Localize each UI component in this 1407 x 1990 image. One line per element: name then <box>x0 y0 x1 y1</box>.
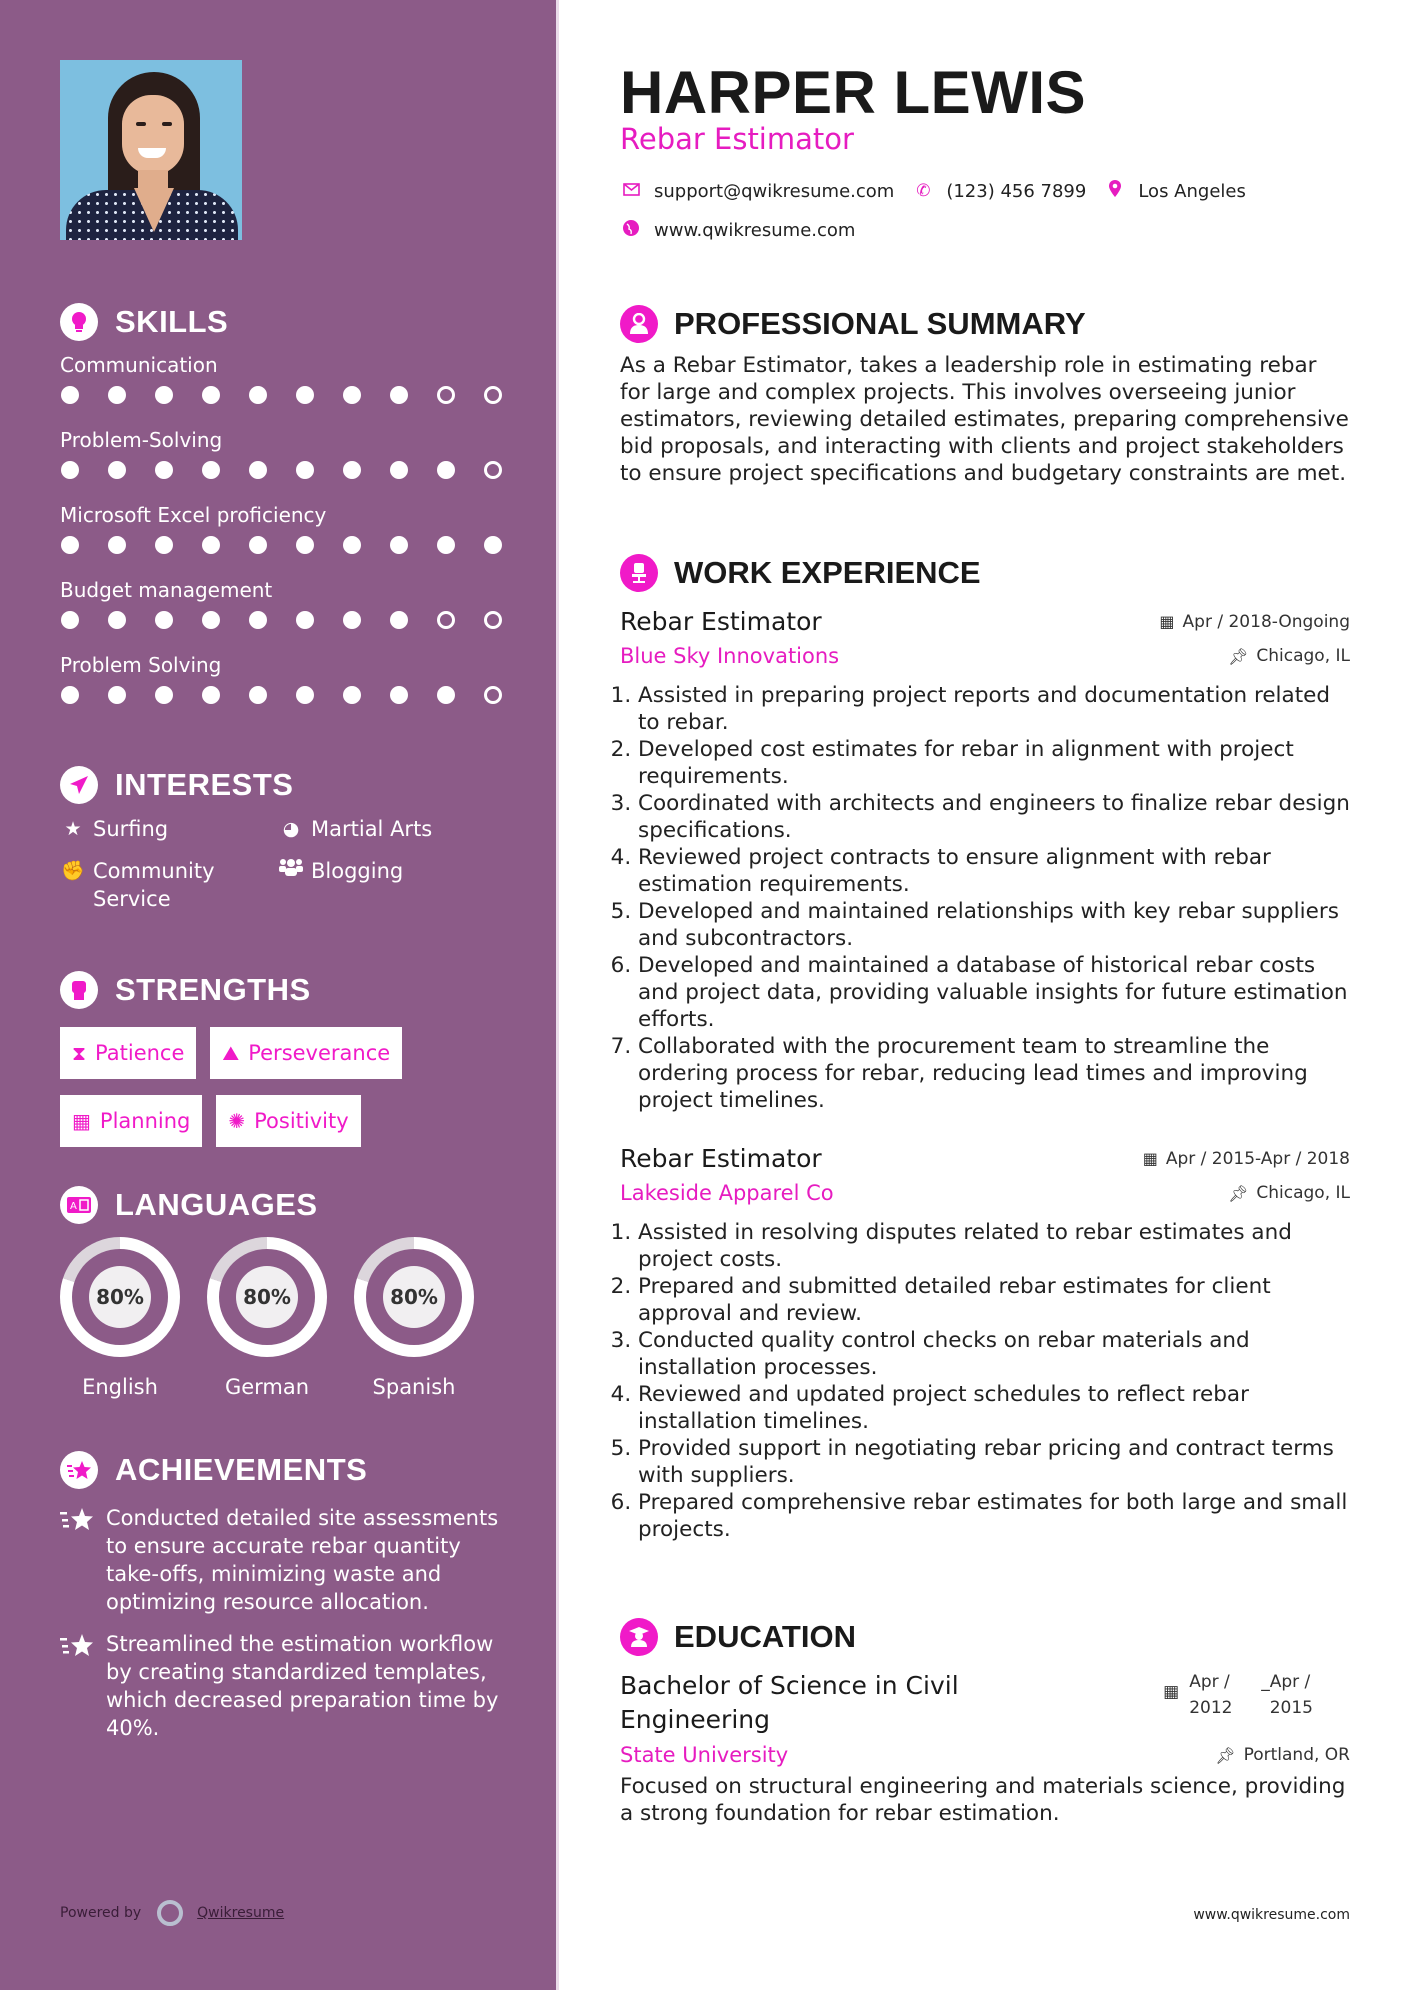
skill-rating <box>61 611 530 629</box>
language-item: 80% English <box>60 1237 180 1399</box>
duty-item: 7. Collaborated with the procurement team to streamline the ordering process for rebar, reducing lead times and improving project timelines. <box>638 1033 1350 1114</box>
shooting-star-icon <box>60 1504 106 1616</box>
contact-row <box>620 180 1264 202</box>
filled-dot-icon <box>155 461 173 479</box>
language-gauge: 80% <box>60 1237 180 1357</box>
achievements-title: ACHIEVEMENTS <box>115 1452 368 1487</box>
interests-title: INTERESTS <box>115 767 294 802</box>
interest-item: ◕ Martial Arts <box>278 815 498 843</box>
filled-dot-icon <box>202 386 220 404</box>
calendar-icon: ▦ <box>1159 612 1175 631</box>
filled-dot-icon <box>249 461 267 479</box>
filled-dot-icon <box>249 611 267 629</box>
filled-dot-icon <box>296 686 314 704</box>
job-entry: Rebar Estimator ▦ Apr / 2015-Apr / 2018 Lakeside Apparel Co 📌︎ Chicago, IL 1. Assisted in resolving disputes related to rebar estimates and project costs. 2. Prepared and submitted detailed rebar estimates for client approval and review. 3. Conducted quality control checks on rebar materials and installation processes. 4. Reviewed and updated project schedules to reflect rebar installation timelines. 5. Provided support in negotiating rebar pricing and contract terms with suppliers. 6. Prepared comprehensive rebar estimates for both large and small projects. <box>620 1144 1350 1543</box>
interests-section <box>60 765 530 913</box>
filled-dot-icon <box>343 611 361 629</box>
lightbulb-icon <box>60 303 98 341</box>
graduate-icon <box>620 1618 658 1656</box>
duty-item: 5. Developed and maintained relationships with key rebar suppliers and subcontractors. <box>638 898 1350 952</box>
education-section: EDUCATION Bachelor of Science in Civil Engineering ▦ Apr / 2012 _ Apr / 2015 State University 📌︎ Portland, OR Focused on structural engineering and materials science, providing a strong foundation for rebar estimation. <box>620 1619 1350 1826</box>
skills-section <box>60 302 530 723</box>
strengths-section <box>60 970 530 1147</box>
school: State University <box>620 1743 789 1767</box>
hourglass-icon: ⧗ <box>72 1041 87 1065</box>
contact-row <box>620 220 873 241</box>
filled-dot-icon <box>61 611 79 629</box>
qwikresume-link[interactable]: Qwikresume <box>197 1905 285 1921</box>
filled-dot-icon <box>61 386 79 404</box>
contact-location: Los Angeles <box>1104 180 1246 202</box>
duty-item: 6. Prepared comprehensive rebar estimates for both large and small projects. <box>638 1489 1350 1543</box>
filled-dot-icon <box>296 536 314 554</box>
empty-dot-icon <box>484 686 502 704</box>
strengths-title: STRENGTHS <box>115 972 311 1007</box>
empty-dot-icon <box>437 611 455 629</box>
job-company: Lakeside Apparel Co <box>620 1181 834 1205</box>
empty-dot-icon <box>484 386 502 404</box>
calendar-icon: ▦ <box>1163 1682 1180 1702</box>
filled-dot-icon <box>155 611 173 629</box>
empty-dot-icon <box>437 386 455 404</box>
filled-dot-icon <box>343 461 361 479</box>
filled-dot-icon <box>61 461 79 479</box>
interest-item: ✊ Community Service <box>61 859 215 911</box>
sidebar-divider <box>556 0 559 1990</box>
duty-item: 3. Coordinated with architects and engineers to finalize rebar design specifications. <box>638 790 1350 844</box>
interest-item: ★ Surfing <box>60 815 278 843</box>
strength-chip: ▦ Planning <box>60 1095 202 1147</box>
filled-dot-icon <box>390 536 408 554</box>
skill-label: Budget management <box>60 578 273 602</box>
sun-icon: ✺ <box>228 1109 246 1133</box>
globe-icon: ◕ <box>282 818 300 840</box>
language-gauge: 80% <box>207 1237 327 1357</box>
candidate-name: HARPER LEWIS <box>620 59 1087 126</box>
education-title: EDUCATION <box>674 1619 856 1654</box>
footer-url[interactable]: www.qwikresume.com <box>1193 1907 1350 1923</box>
raised-fist-icon <box>60 971 98 1009</box>
powered-by: Powered by Qwikresume <box>60 1900 284 1926</box>
skill-item <box>60 498 530 573</box>
map-pin-icon <box>1104 180 1126 202</box>
paper-plane-icon <box>60 766 98 804</box>
filled-dot-icon <box>437 461 455 479</box>
language-gauge: 80% <box>354 1237 474 1357</box>
job-entry: Rebar Estimator ▦ Apr / 2018-Ongoing Blue Sky Innovations 📌︎ Chicago, IL 1. Assisted in preparing project reports and documentation related to rebar. 2. Developed cost estimates for rebar in alignment with project requirements. 3. Coordinated with architects and engineers to finalize rebar design specifications. 4. Reviewed project contracts to ensure alignment with rebar estimation requirements. 5. Developed and maintained relationships with key rebar suppliers and subcontractors. 6. Developed and maintained a database of historical rebar costs and project data, providing valuable insights for future estimation efforts. 7. Collaborated with the procurement team to streamline the ordering process for rebar, reducing lead times and improving project timelines. <box>620 607 1350 1114</box>
pushpin-icon: 📌︎ <box>1228 1183 1249 1203</box>
pushpin-icon: 📌︎ <box>1215 1745 1236 1765</box>
filled-dot-icon <box>437 536 455 554</box>
duty-item: 3. Conducted quality control checks on rebar materials and installation processes. <box>638 1327 1350 1381</box>
filled-dot-icon <box>437 686 455 704</box>
job-role: Rebar Estimator <box>620 1144 822 1173</box>
user-icon <box>620 305 658 343</box>
strength-chip: ⛰ Perseverance <box>210 1027 402 1079</box>
education-description: Focused on structural engineering and materials science, providing a strong foundation for rebar estimation. <box>620 1774 1346 1826</box>
filled-dot-icon <box>390 611 408 629</box>
strength-chip: ⧗ Patience <box>60 1027 196 1079</box>
filled-dot-icon <box>61 536 79 554</box>
filled-dot-icon <box>108 686 126 704</box>
filled-dot-icon <box>249 536 267 554</box>
shooting-star-icon <box>60 1630 106 1742</box>
envelope-icon <box>620 181 642 201</box>
filled-dot-icon <box>202 536 220 554</box>
filled-dot-icon <box>484 536 502 554</box>
filled-dot-icon <box>390 461 408 479</box>
skill-rating <box>61 386 530 404</box>
empty-dot-icon <box>484 611 502 629</box>
filled-dot-icon <box>202 611 220 629</box>
filled-dot-icon <box>61 686 79 704</box>
duty-item: 4. Reviewed project contracts to ensure alignment with rebar estimation requirements. <box>638 844 1350 898</box>
experience-section <box>620 553 1350 1543</box>
skill-item <box>60 648 530 723</box>
duty-item: 1. Assisted in resolving disputes related to rebar estimates and project costs. <box>638 1219 1350 1273</box>
education-dates: ▦ Apr / 2012 _ Apr / 2015 <box>1163 1669 1313 1737</box>
profile-photo <box>60 60 242 240</box>
filled-dot-icon <box>390 686 408 704</box>
road-icon: ⛰ <box>222 1041 240 1065</box>
achievements-section <box>60 1450 530 1742</box>
filled-dot-icon <box>296 386 314 404</box>
shooting-star-icon <box>60 1451 98 1489</box>
duty-item: 4. Reviewed and updated project schedules to reflect rebar installation timelines. <box>638 1381 1350 1435</box>
achievement-item: Conducted detailed site assessments to ensure accurate rebar quantity take-offs, minimizing waste and optimizing resource allocation. <box>60 1504 530 1616</box>
sidebar <box>0 0 556 1990</box>
duty-item: 2. Developed cost estimates for rebar in alignment with project requirements. <box>638 736 1350 790</box>
interest-item: Blogging <box>278 857 498 913</box>
job-duties <box>620 1219 1350 1543</box>
job-duties <box>620 682 1350 1114</box>
job-company: Blue Sky Innovations <box>620 644 840 668</box>
filled-dot-icon <box>202 461 220 479</box>
phone-icon: ✆ <box>916 181 931 201</box>
contact-phone[interactable]: ✆ (123) 456 7899 <box>912 181 1086 202</box>
filled-dot-icon <box>343 386 361 404</box>
filled-dot-icon <box>249 686 267 704</box>
filled-dot-icon <box>390 386 408 404</box>
skill-label: Problem-Solving <box>60 428 223 452</box>
pushpin-icon: 📌︎ <box>1228 646 1249 666</box>
translate-icon <box>60 1186 98 1224</box>
skill-label: Problem Solving <box>60 653 222 677</box>
skills-title: SKILLS <box>115 304 229 339</box>
skill-item <box>60 573 530 648</box>
filled-dot-icon <box>155 536 173 554</box>
skill-item <box>60 423 530 498</box>
filled-dot-icon <box>108 611 126 629</box>
duty-item: 5. Provided support in negotiating rebar pricing and contract terms with suppliers. <box>638 1435 1350 1489</box>
duty-item: 2. Prepared and submitted detailed rebar estimates for client approval and review. <box>638 1273 1350 1327</box>
filled-dot-icon <box>108 386 126 404</box>
filled-dot-icon <box>296 611 314 629</box>
language-item: 80% Spanish <box>354 1237 474 1399</box>
skill-rating <box>61 686 530 704</box>
duty-item: 1. Assisted in preparing project reports and documentation related to rebar. <box>638 682 1350 736</box>
filled-dot-icon <box>249 386 267 404</box>
language-item: 80% German <box>207 1237 327 1399</box>
summary-text: As a Rebar Estimator, takes a leadership role in estimating rebar for large and complex projects. This involves overseeing junior estimators, reviewing detailed estimates, preparing comprehensive bid proposals, and interacting with clients and project stakeholders to ensure project specifications and budgetary constraints are met. <box>620 353 1349 486</box>
qwikresume-logo-icon <box>157 1900 183 1926</box>
skill-rating <box>61 461 530 479</box>
office-chair-icon <box>620 554 658 592</box>
calendar-icon: ▦ <box>72 1109 91 1133</box>
contact-website[interactable]: www.qwikresume.com <box>620 220 855 241</box>
job-role: Rebar Estimator <box>620 607 822 636</box>
filled-dot-icon <box>108 461 126 479</box>
duty-item: 6. Developed and maintained a database of historical rebar costs and project data, providing valuable insights for future estimation efforts. <box>638 952 1350 1033</box>
languages-section <box>60 1185 530 1399</box>
degree: Bachelor of Science in Civil Engineering <box>620 1671 959 1734</box>
empty-dot-icon <box>484 461 502 479</box>
languages-title: LANGUAGES <box>115 1187 318 1222</box>
calendar-icon: ▦ <box>1142 1149 1158 1168</box>
filled-dot-icon <box>155 686 173 704</box>
summary-section <box>620 304 1350 487</box>
skill-label: Communication <box>60 353 218 377</box>
star-icon: ★ <box>64 818 82 840</box>
skill-item <box>60 348 530 423</box>
filled-dot-icon <box>108 536 126 554</box>
fist-icon: ✊ <box>61 860 85 882</box>
summary-title: PROFESSIONAL SUMMARY <box>674 306 1086 341</box>
globe-icon <box>620 220 642 241</box>
skill-label: Microsoft Excel proficiency <box>60 503 327 527</box>
svg-text:A: A <box>70 1201 77 1212</box>
filled-dot-icon <box>343 686 361 704</box>
filled-dot-icon <box>202 686 220 704</box>
users-icon <box>278 857 304 885</box>
experience-title: WORK EXPERIENCE <box>674 555 981 590</box>
contact-email[interactable]: support@qwikresume.com <box>620 181 894 202</box>
achievement-item: Streamlined the estimation workflow by creating standardized templates, which decreased preparation time by 40%. <box>60 1630 530 1742</box>
candidate-title: Rebar Estimator <box>620 122 854 156</box>
filled-dot-icon <box>155 386 173 404</box>
filled-dot-icon <box>343 536 361 554</box>
strength-chip: ✺ Positivity <box>216 1095 360 1147</box>
filled-dot-icon <box>296 461 314 479</box>
skill-rating <box>61 536 530 554</box>
